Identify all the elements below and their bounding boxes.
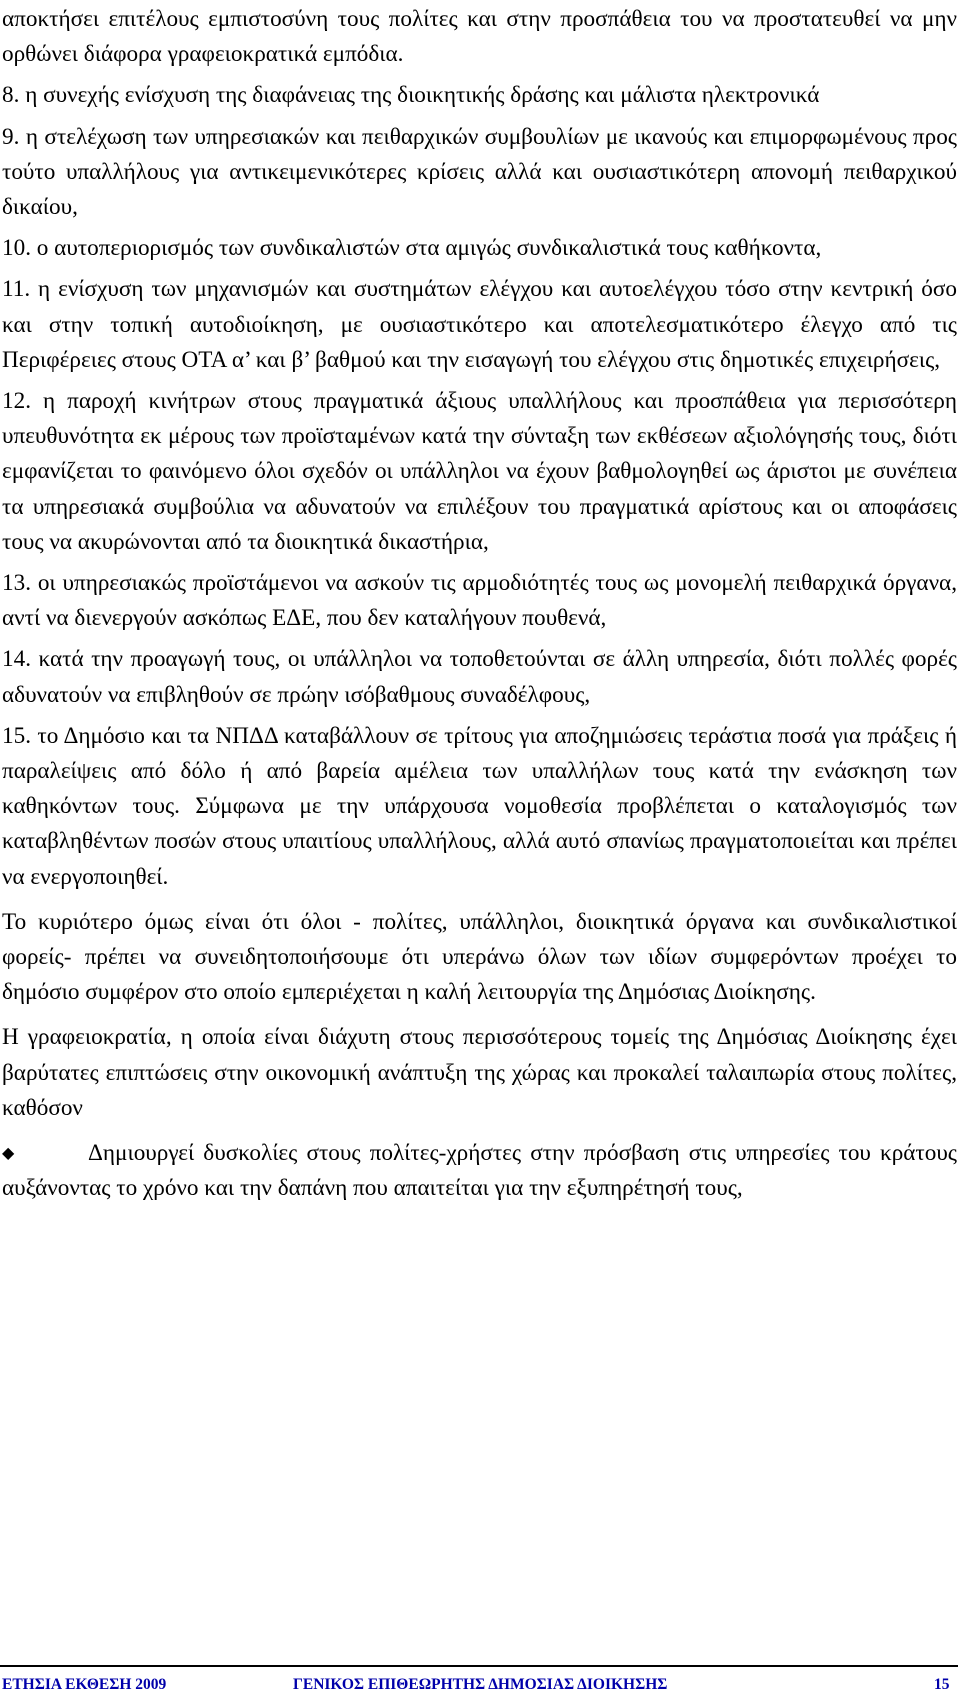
list-item-13: 13. οι υπηρεσιακώς προϊστάμενοι να ασκούν τις αρμοδιότητές τους ως μονομελή πειθαρχικά όργανα, αντί να διενεργούν ασκόπως ΕΔΕ, που δεν καταλήγουν πουθενά, xyxy=(2,570,957,632)
paragraph-bureaucracy: Η γραφειοκρατία, η οποία είναι διάχυτη στους περισσότερους τομείς της Δημόσιας Διοίκησης έχει βαρύτατες επιπτώσεις στην οικονομική ανάπτυξη της χώρας και προκαλεί ταλαιπωρία στους πολίτες, καθόσον xyxy=(2,1024,957,1121)
paragraph-continuation: αποκτήσει επιτέλους εμπιστοσύνη τους πολίτες και στην προσπάθεια του να προστατευθεί να μην ορθώνει διάφορα γραφειοκρατικά εμπόδια. xyxy=(2,6,957,68)
list-item-9: 9. η στελέχωση των υπηρεσιακών και πειθαρχικών συμβουλίων με ικανούς και επιμορφωμένους προς τούτο υπαλλήλους για αντικειμενικότερες κρίσεις αλλά και ουσιαστικότερη απονομή πειθαρχικού δικαίου, xyxy=(2,123,957,221)
list-item-8: 8. η συνεχής ενίσχυση της διαφάνειας της διοικητικής δράσης και μάλιστα ηλεκτρονικά xyxy=(2,82,820,109)
paragraph-main-point: Το κυριότερο όμως είναι ότι όλοι - πολίτες, υπάλληλοι, διοικητικά όργανα και συνδικαλιστικοί φορείς- πρέπει να συνειδητοποιήσουμε ότι υπεράνω όλων των ιδίων συμφερόντων προέχει το δημόσιο συμφέρον στο οποίο εμπεριέχεται η καλή λειτουργία της Δημόσιας Διοίκησης. xyxy=(2,908,957,1006)
list-item-14: 14. κατά την προαγωγή τους, οι υπάλληλοι να τοποθετούνται σε άλλη υπηρεσία, διότι πολλές φορές αδυνατούν να επιβληθούν σε πρώην ισόβαθμους συναδέλφους, xyxy=(2,646,957,708)
footer-report-title: ΕΤΗΣΙΑ ΕΚΘΕΣΗ 2009 xyxy=(2,1676,167,1693)
bullet-item xyxy=(2,1136,957,1206)
footer-office-title: ΓΕΝΙΚΟΣ ΕΠΙΘΕΩΡΗΤΗΣ ΔΗΜΟΣΙΑΣ ΔΙΟΙΚΗΣΗΣ xyxy=(293,1676,668,1693)
document-body xyxy=(2,2,957,1213)
list-item-15: 15. το Δημόσιο και τα ΝΠΔΔ καταβάλλουν σε τρίτους για αποζημιώσεις τεράστια ποσά για πράξεις ή παραλείψεις από δόλο ή από βαρεία αμέλεια των υπαλλήλων τους κατά την ενάσκηση των καθηκόντων τους. Σύμφωνα με την υπάρχουσα νομοθεσία προβλέπεται ο καταλογισμός των καταβληθέντων ποσών στους υπαιτίους υπαλλήλους, αλλά αυτό σπανίως πραγματοποιείται και πρέπει να ενεργοποιηθεί. xyxy=(2,722,957,890)
diamond-bullet-icon: ◆ xyxy=(2,1145,15,1163)
list-item-10: 10. ο αυτοπεριορισμός των συνδικαλιστών στα αμιγώς συνδικαλιστικά τους καθήκοντα, xyxy=(2,235,822,262)
bullet-item-text: Δημιουργεί δυσκολίες στους πολίτες-χρήστες στην πρόσβαση στις υπηρεσίες του κράτους αυξάνοντας το χρόνο και την δαπάνη που απαιτείται για την εξυπηρέτησή τους, xyxy=(2,1140,957,1202)
page-number: 15 xyxy=(934,1676,950,1693)
page-footer xyxy=(0,1665,960,1695)
footer-divider xyxy=(0,1665,958,1667)
list-item-12: 12. η παροχή κινήτρων στους πραγματικά άξιους υπαλλήλους και προσπάθεια για περισσότερη υπευθυνότητα εκ μέρους των προϊσταμένων κατά την σύνταξη των εκθέσεων αξιολόγησής τους, διότι εμφανίζεται το φαινόμενο όλοι σχεδόν οι υπάλληλοι να έχουν βαθμολογηθεί ως άριστοι με συνέπεια τα υπηρεσιακά συμβούλια να αδυνατούν να επιλέξουν του πραγματικά αρίστους και οι αποφάσεις τους να ακυρώνονται από τα διοικητικά δικαστήρια, xyxy=(2,388,957,555)
list-item-11: 11. η ενίσχυση των μηχανισμών και συστημάτων ελέγχου και αυτοελέγχου τόσο στην κεντρική όσο και στην τοπική αυτοδιοίκηση, με ουσιαστικότερο και αποτελεσματικότερο έλεγχο από τις Περιφέρειες στους ΟΤΑ α’ και β’ βαθμού και την εισαγωγή του ελέγχου στις δημοτικές επιχειρήσεις, xyxy=(2,276,957,373)
